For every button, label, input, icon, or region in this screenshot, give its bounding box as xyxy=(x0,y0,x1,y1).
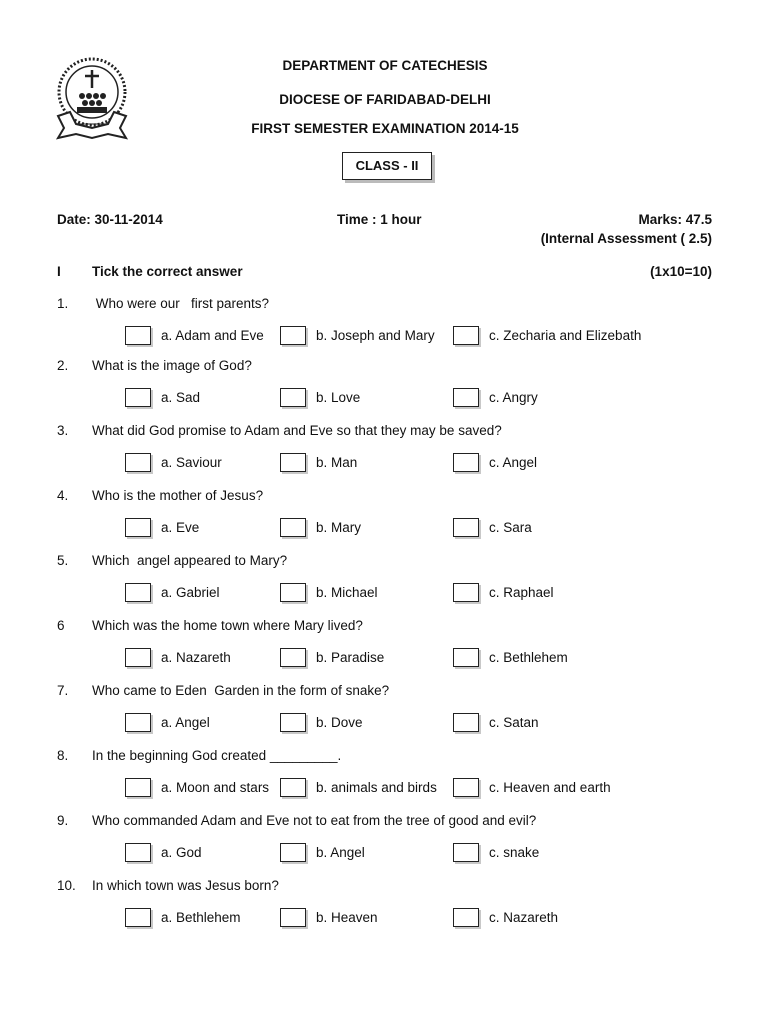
answer-option-label: c. Satan xyxy=(489,715,539,730)
answer-checkbox[interactable] xyxy=(453,908,479,927)
answer-option-label: c. Angel xyxy=(489,455,538,470)
question-number: 8. xyxy=(57,748,69,763)
answer-option[interactable] xyxy=(453,453,537,472)
diocese-heading: DIOCESE OF FARIDABAD-DELHI xyxy=(279,92,491,107)
answer-option[interactable] xyxy=(453,713,539,732)
answer-checkbox[interactable] xyxy=(280,648,306,667)
answer-option[interactable] xyxy=(280,778,437,797)
answer-option[interactable] xyxy=(125,518,199,537)
answer-option-label: b. animals and birds xyxy=(316,780,437,795)
answer-checkbox[interactable] xyxy=(125,648,151,667)
answer-option[interactable] xyxy=(453,843,539,862)
answer-checkbox[interactable] xyxy=(453,778,479,797)
answer-option[interactable] xyxy=(280,518,361,537)
answer-option-label: c. Zecharia and Elizebath xyxy=(489,328,642,343)
section-title: Tick the correct answer xyxy=(92,264,243,279)
answer-checkbox[interactable] xyxy=(125,843,151,862)
answer-option[interactable] xyxy=(453,388,538,407)
answer-option[interactable] xyxy=(280,713,363,732)
question-text: What is the image of God? xyxy=(92,358,252,373)
question-number: 10. xyxy=(57,878,76,893)
question-text: Who is the mother of Jesus? xyxy=(92,488,264,503)
answer-checkbox[interactable] xyxy=(453,453,479,472)
exam-heading: FIRST SEMESTER EXAMINATION 2014-15 xyxy=(251,121,519,136)
question-number: 3. xyxy=(57,423,69,438)
answer-checkbox[interactable] xyxy=(453,518,479,537)
answer-option[interactable] xyxy=(280,648,384,667)
answer-option-label: c. snake xyxy=(489,845,540,860)
answer-option[interactable] xyxy=(453,518,532,537)
answer-option[interactable] xyxy=(280,326,435,345)
answer-option[interactable] xyxy=(125,648,231,667)
answer-option[interactable] xyxy=(125,843,202,862)
answer-option-label: a. Adam and Eve xyxy=(161,328,264,343)
answer-checkbox[interactable] xyxy=(453,326,479,345)
answer-option[interactable] xyxy=(125,778,269,797)
answer-option-label: b. Love xyxy=(316,390,361,405)
answer-option-label: c. Raphael xyxy=(489,585,554,600)
answer-checkbox[interactable] xyxy=(125,453,151,472)
answer-option[interactable] xyxy=(125,908,241,927)
answer-option-label: a. Sad xyxy=(161,390,201,405)
answer-checkbox[interactable] xyxy=(453,583,479,602)
answer-option-label: a. Saviour xyxy=(161,455,222,470)
section-marks: (1x10=10) xyxy=(650,264,712,279)
answer-option[interactable] xyxy=(280,583,378,602)
question-number: 1. xyxy=(57,296,69,311)
answer-checkbox[interactable] xyxy=(453,388,479,407)
answer-option-label: b. Mary xyxy=(316,520,362,535)
answer-option-label: c. Nazareth xyxy=(489,910,559,925)
answer-checkbox[interactable] xyxy=(280,583,306,602)
question-number: 4. xyxy=(57,488,69,503)
answer-option[interactable] xyxy=(453,326,641,345)
answer-checkbox[interactable] xyxy=(280,518,306,537)
question-text: Who were our first parents? xyxy=(92,296,270,311)
answer-option-label: b. Dove xyxy=(316,715,363,730)
answer-option-label: a. God xyxy=(161,845,202,860)
question-number: 5. xyxy=(57,553,69,568)
answer-checkbox[interactable] xyxy=(280,326,306,345)
answer-option-label: b. Michael xyxy=(316,585,378,600)
answer-option-label: b. Angel xyxy=(316,845,365,860)
answer-option[interactable] xyxy=(280,388,360,407)
exam-time: Time : 1 hour xyxy=(337,212,422,227)
department-heading: DEPARTMENT OF CATECHESIS xyxy=(282,58,488,73)
answer-checkbox[interactable] xyxy=(125,713,151,732)
answer-option-label: a. Gabriel xyxy=(161,585,220,600)
answer-option[interactable] xyxy=(125,326,264,345)
answer-option-label: a. Angel xyxy=(161,715,210,730)
answer-option-label: c. Angry xyxy=(489,390,538,405)
answer-option-label: b. Heaven xyxy=(316,910,378,925)
answer-checkbox[interactable] xyxy=(125,326,151,345)
answer-option[interactable] xyxy=(453,778,611,797)
class-label: CLASS - II xyxy=(355,158,419,173)
answer-option[interactable] xyxy=(125,388,200,407)
answer-option-label: b. Paradise xyxy=(316,650,385,665)
answer-option-label: a. Moon and stars xyxy=(161,780,270,795)
question-text: Which angel appeared to Mary? xyxy=(92,553,288,568)
question-text: In which town was Jesus born? xyxy=(92,878,279,893)
question-number: 6 xyxy=(57,618,65,633)
answer-option[interactable] xyxy=(280,843,365,862)
answer-checkbox[interactable] xyxy=(280,453,306,472)
question-text: Who commanded Adam and Eve not to eat from the tree of good and evil? xyxy=(92,813,537,828)
answer-checkbox[interactable] xyxy=(125,518,151,537)
exam-marks: Marks: 47.5 xyxy=(638,212,712,227)
answer-checkbox[interactable] xyxy=(125,583,151,602)
answer-option[interactable] xyxy=(453,648,568,667)
answer-option[interactable] xyxy=(453,908,558,927)
answer-option[interactable] xyxy=(125,453,222,472)
answer-option[interactable] xyxy=(280,453,357,472)
question-text: Which was the home town where Mary lived? xyxy=(92,618,363,633)
answer-checkbox[interactable] xyxy=(453,843,479,862)
answer-option[interactable] xyxy=(125,583,220,602)
answer-checkbox[interactable] xyxy=(280,388,306,407)
question-number: 9. xyxy=(57,813,69,828)
answer-option-label: c. Heaven and earth xyxy=(489,780,611,795)
answer-option-label: c. Sara xyxy=(489,520,532,535)
answer-checkbox[interactable] xyxy=(453,648,479,667)
answer-option-label: a. Bethlehem xyxy=(161,910,241,925)
question-text: What did God promise to Adam and Eve so that they may be saved? xyxy=(92,423,502,438)
answer-option-label: a. Eve xyxy=(161,520,200,535)
question-text: In the beginning God created _________. xyxy=(92,748,342,763)
question-number: 7. xyxy=(57,683,69,698)
answer-checkbox[interactable] xyxy=(280,778,306,797)
answer-option-label: a. Nazareth xyxy=(161,650,231,665)
answer-option-label: b. Man xyxy=(316,455,358,470)
question-text: Who came to Eden Garden in the form of snake? xyxy=(92,683,390,698)
answer-checkbox[interactable] xyxy=(125,388,151,407)
answer-checkbox[interactable] xyxy=(280,908,306,927)
exam-date: Date: 30-11-2014 xyxy=(57,212,163,227)
answer-checkbox[interactable] xyxy=(125,778,151,797)
answer-checkbox[interactable] xyxy=(125,908,151,927)
answer-option[interactable] xyxy=(453,583,554,602)
section-number: I xyxy=(57,264,61,279)
answer-option[interactable] xyxy=(280,908,378,927)
question-number: 2. xyxy=(57,358,69,373)
answer-option[interactable] xyxy=(125,713,210,732)
answer-checkbox[interactable] xyxy=(453,713,479,732)
class-box xyxy=(342,152,432,180)
answer-checkbox[interactable] xyxy=(280,713,306,732)
answer-option-label: b. Joseph and Mary xyxy=(316,328,435,343)
internal-assessment: (Internal Assessment ( 2.5) xyxy=(540,231,712,246)
answer-option-label: c. Bethlehem xyxy=(489,650,568,665)
answer-checkbox[interactable] xyxy=(280,843,306,862)
